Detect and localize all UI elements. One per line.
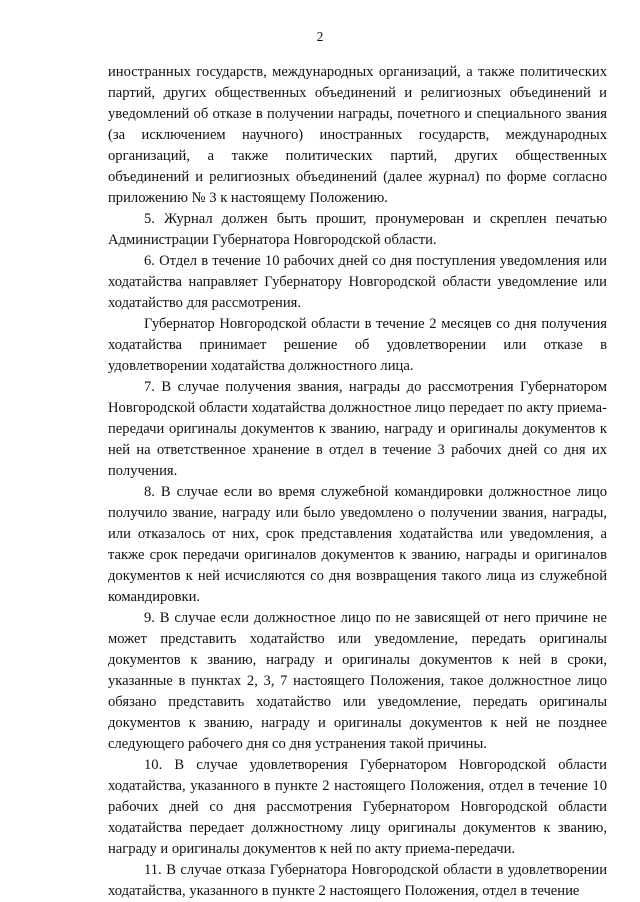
paragraph-continuation: иностранных государств, международных организаций, а также политических партий, других общественных объединений и религиозных объединений и уведомлений об отказе в получении награды, почетного и специального звания (за исключением научного) иностранных государств, международных организаций, а также политических партий, других общественных объединений и религиозных объединений (далее журнал) по форме согласно приложению № 3 к настоящему Положению.: [108, 64, 607, 206]
paragraph-item-8: 8. В случае если во время служебной командировки должностное лицо получило звание, награду или было уведомлено о получении звания, награды, или отказалось от них, срок представления ходатайства или уведомления, а также срок передачи оригиналов документов к званию, награды и оригиналов документов к ней исчисляются со дня возвращения такого лица из служебной командировки.: [108, 484, 607, 605]
paragraph-item-9: 9. В случае если должностное лицо по не зависящей от него причине не может представить ходатайство или уведомление, передать оригиналы документов к званию, награду и оригиналы документов к ней в сроки, указанные в пунктах 2, 3, 7 настоящего Положения, такое должностное лицо обязано представить ходатайство или уведомление, передать оригиналы документов к званию, награду и оригиналы документов к ней не позднее следующего рабочего дня со дня устранения такой причины.: [108, 610, 607, 752]
document-body: [108, 62, 607, 902]
paragraph-item-11: 11. В случае отказа Губернатора Новгородской области в удовлетворении ходатайства, указанного в пункте 2 настоящего Положения, отдел в течение: [108, 862, 607, 899]
page-number: 2: [316, 29, 324, 44]
paragraph-item-6-decision: Губернатор Новгородской области в течение 2 месяцев со дня получения ходатайства принимает решение об удовлетворении или отказе в удовлетворении ходатайства должностного лица.: [108, 316, 607, 374]
paragraph-item-10: 10. В случае удовлетворения Губернатором Новгородской области ходатайства, указанного в пункте 2 настоящего Положения, отдел в течение 10 рабочих дней со дня рассмотрения Губернатором Новгородской области ходатайства передает должностному лицу оригиналы документов к званию, награду и оригиналы документов к ней по акту приема-передачи.: [108, 757, 607, 857]
paragraph-item-5: 5. Журнал должен быть прошит, пронумерован и скреплен печатью Администрации Губернатора Новгородской области.: [108, 211, 607, 248]
paragraph-item-6: 6. Отдел в течение 10 рабочих дней со дня поступления уведомления или ходатайства направляет Губернатору Новгородской области уведомление или ходатайство для рассмотрения.: [108, 253, 607, 311]
paragraph-item-7: 7. В случае получения звания, награды до рассмотрения Губернатором Новгородской области ходатайства должностное лицо передает по акту приема-передачи оригиналы документов к званию, награду и оригиналы документов к ней на ответственное хранение в отдел в течение 3 рабочих дней со дня их получения.: [108, 379, 607, 479]
